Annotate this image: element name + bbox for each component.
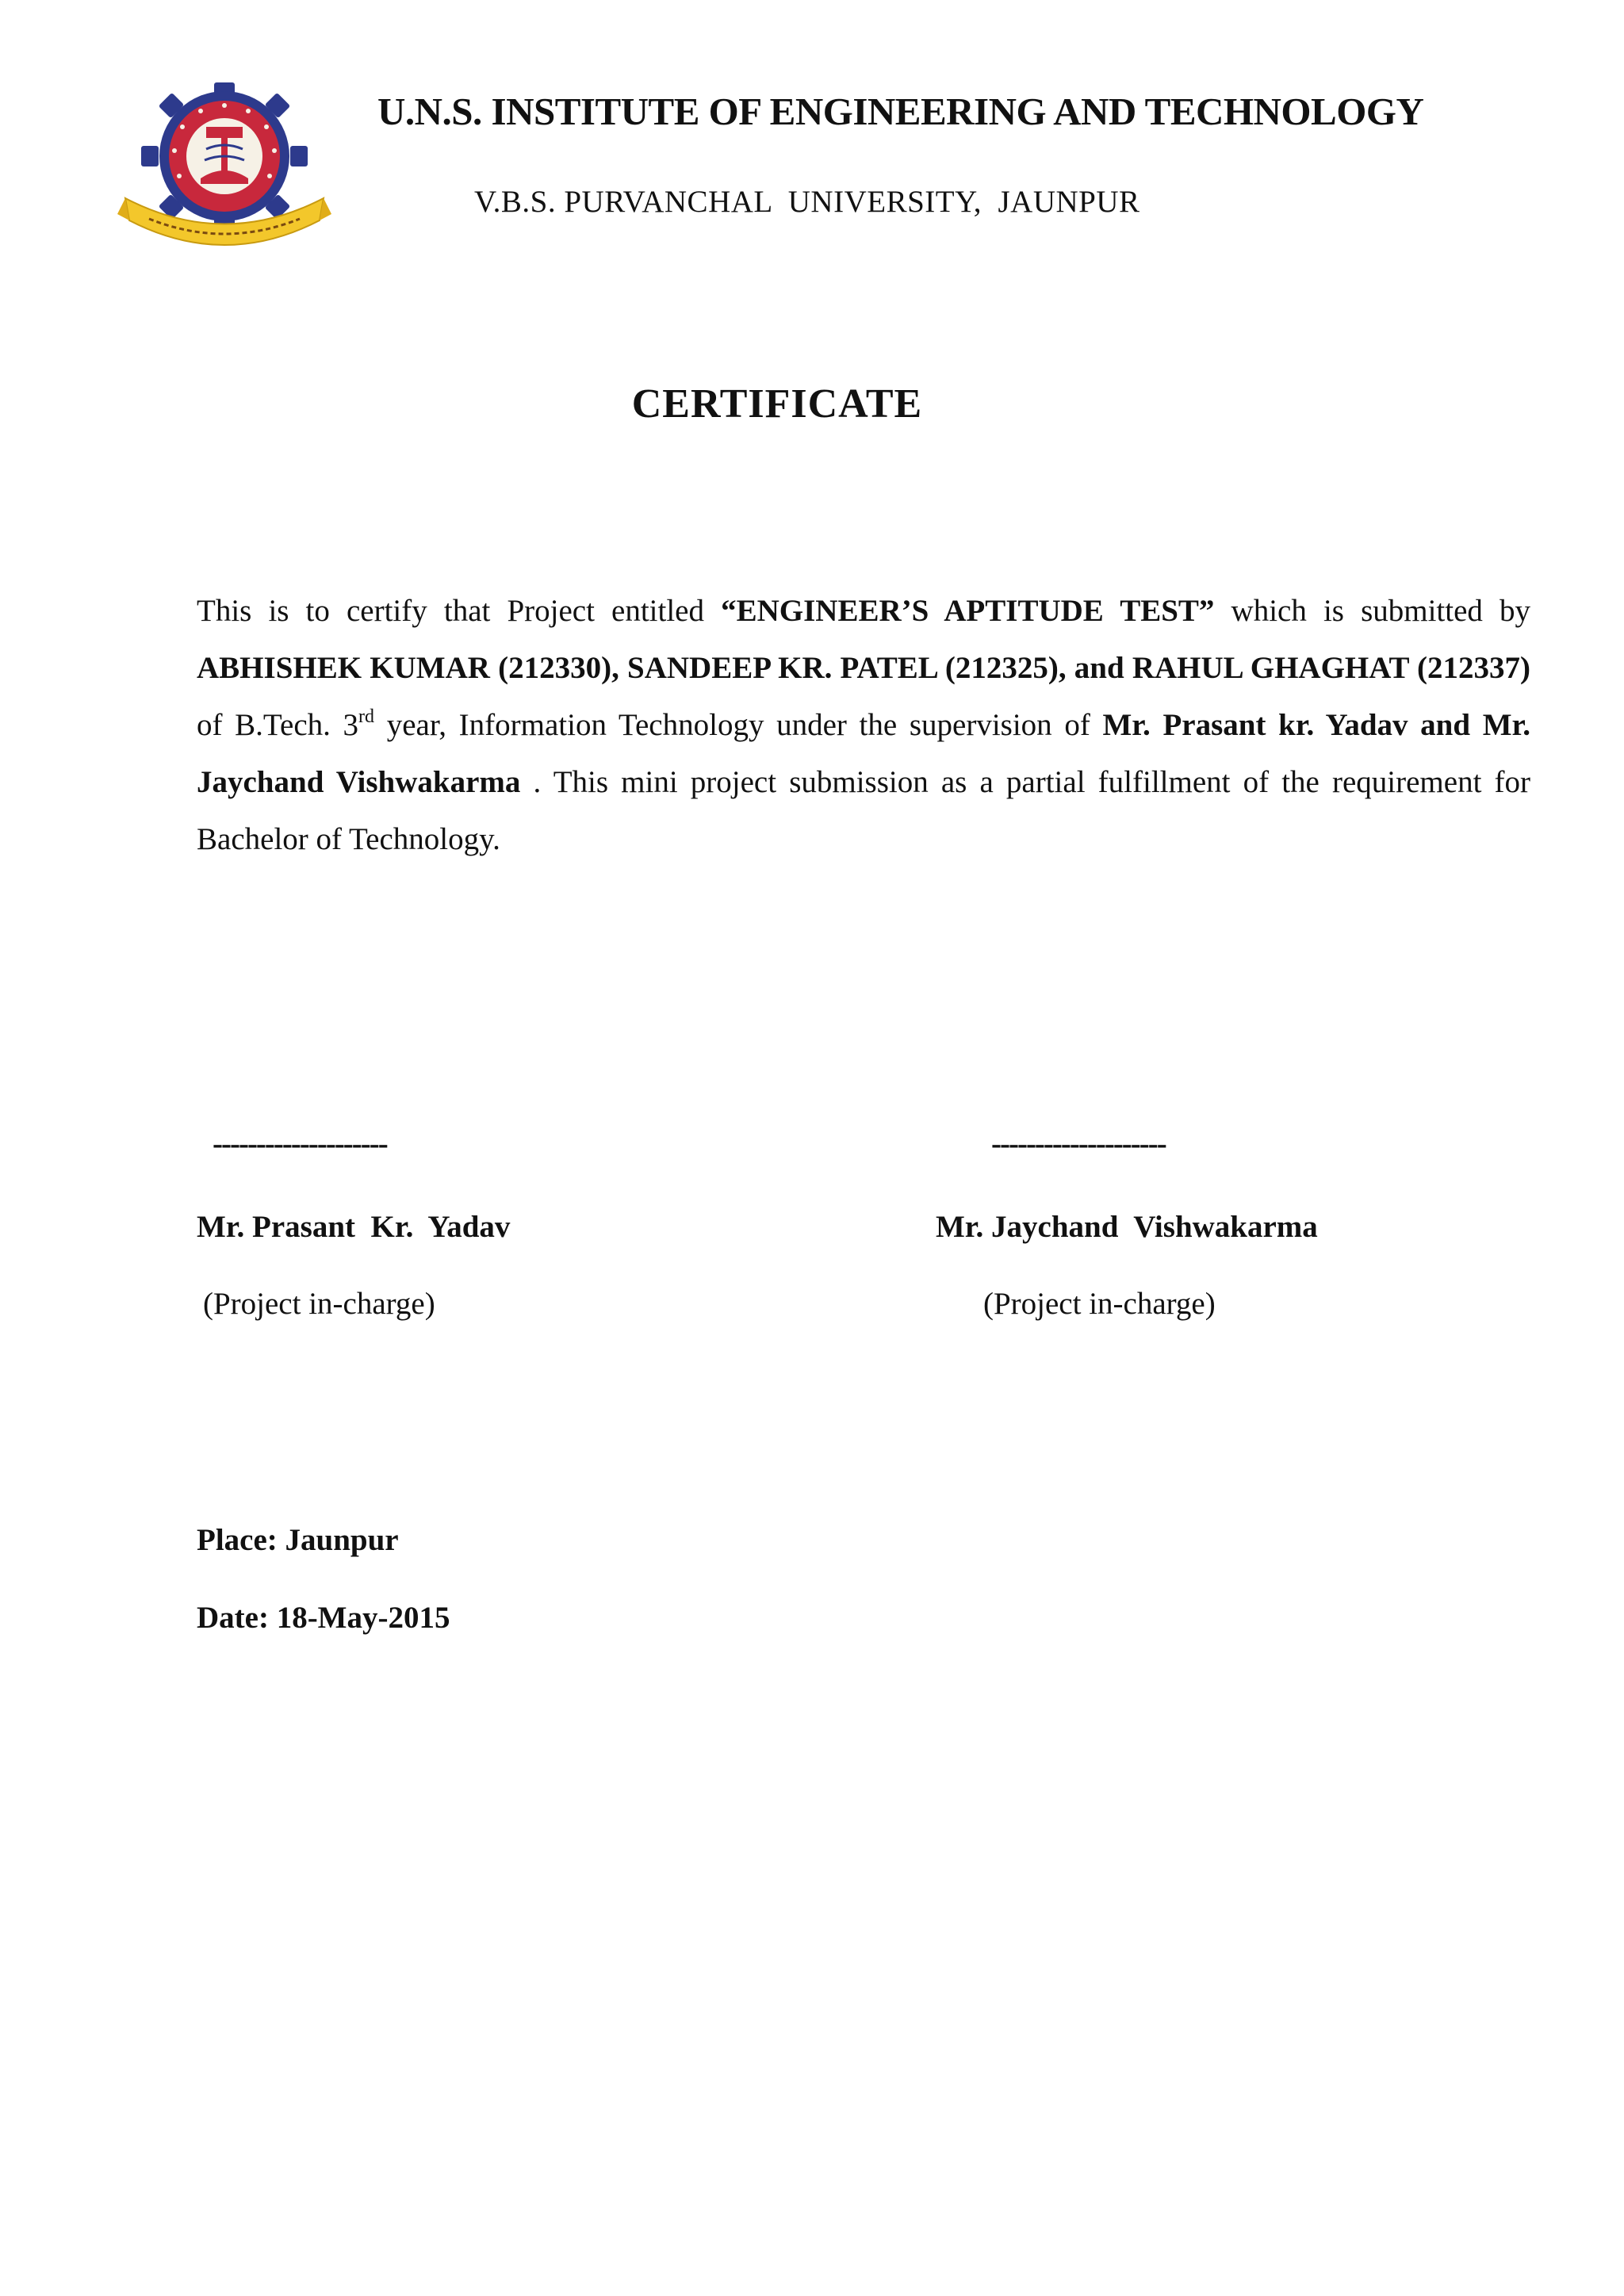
body-text-4: year, Information Technology under the supervision of: [374, 708, 1103, 742]
certificate-title: CERTIFICATE: [631, 381, 923, 427]
student-list: ABHISHEK KUMAR (212330), SANDEEP KR. PATEL (212325), and RAHUL GHAGHAT (212337): [197, 651, 1530, 685]
ordinal-suffix: rd: [358, 706, 375, 727]
signatory-role-right: (Project in-charge): [983, 1287, 1216, 1321]
signature-line-left: --------------------: [213, 1127, 387, 1161]
signatory-role-left: (Project in-charge): [203, 1287, 435, 1321]
body-text-2: which is submitted by: [1214, 594, 1531, 628]
body-text-3: of B.Tech. 3: [197, 708, 359, 742]
institute-name: U.N.S. INSTITUTE OF ENGINEERING AND TECHNOLOGY: [377, 90, 1424, 133]
signature-line-right: --------------------: [991, 1127, 1166, 1161]
supervisor-names: Mr. Prasant kr. Yadav and Mr. Jaychand Vishwakarma: [197, 708, 1530, 799]
certificate-body: [197, 583, 1530, 868]
signatory-name-left: Mr. Prasant Kr. Yadav: [197, 1210, 511, 1244]
body-text-5: . This mini project submission as a partial fulfillment of the requirement for Bachelor of Technology.: [197, 765, 1531, 856]
university-name: V.B.S. PURVANCHAL UNIVERSITY, JAUNPUR: [474, 185, 1140, 219]
project-title: “ENGINEER’S APTITUDE TEST”: [721, 594, 1215, 628]
institute-seal-icon: [117, 79, 331, 262]
place-field: Place: Jaunpur: [197, 1523, 399, 1557]
date-field: Date: 18-May-2015: [197, 1601, 450, 1635]
signatory-name-right: Mr. Jaychand Vishwakarma: [936, 1210, 1318, 1244]
body-text-1: This is to certify that Project entitled: [197, 594, 722, 628]
